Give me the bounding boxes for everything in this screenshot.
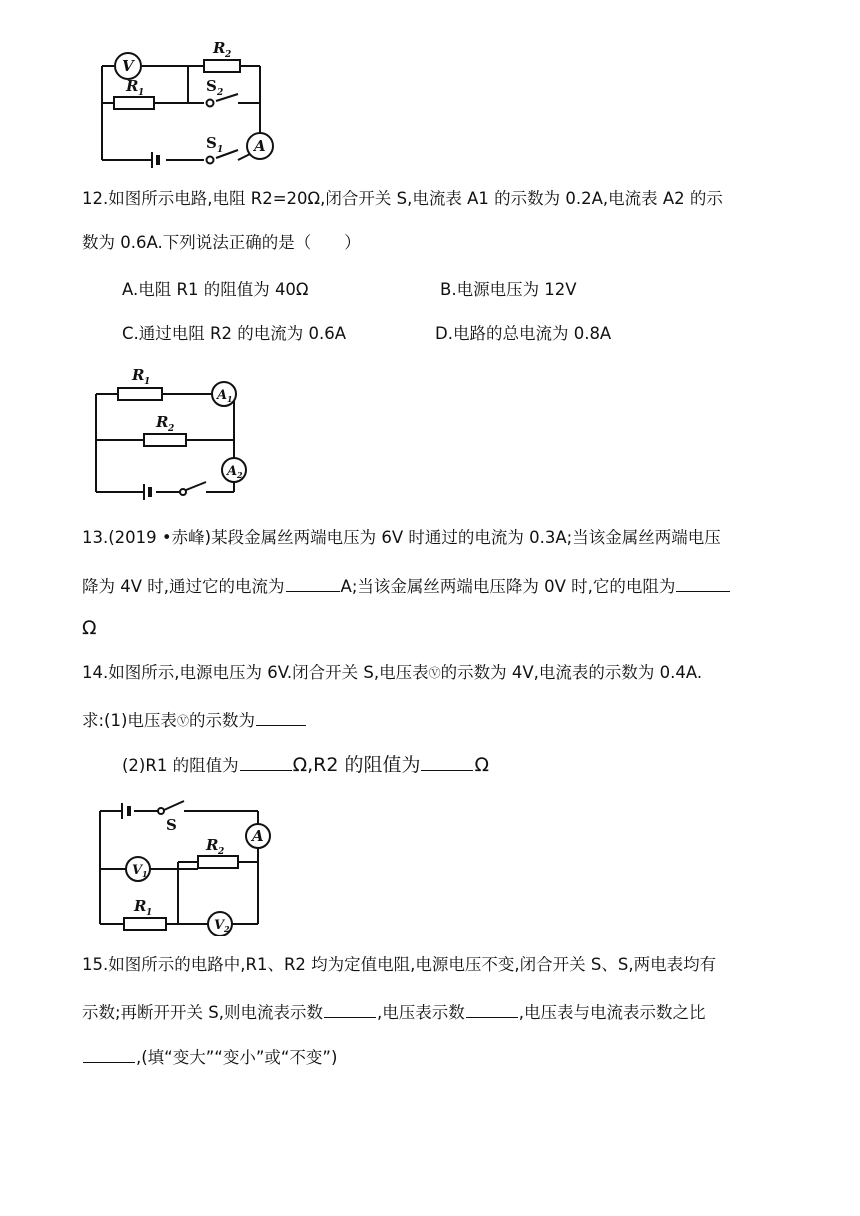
answer-blank[interactable] bbox=[324, 999, 376, 1018]
a1-label: A bbox=[217, 388, 228, 403]
s2-sub: 2 bbox=[217, 88, 224, 98]
q13-line2 bbox=[82, 573, 731, 599]
answer-blank[interactable] bbox=[676, 573, 730, 592]
r1-label: R bbox=[132, 366, 145, 384]
r2-label: R bbox=[213, 39, 226, 57]
q15-text-c: ,电压表与电流表示数之比 bbox=[518, 1003, 706, 1022]
r2-label: R bbox=[156, 413, 169, 431]
q12-line2: 数为 0.6A.下列说法正确的是（ ） bbox=[82, 233, 361, 252]
answer-blank[interactable] bbox=[421, 752, 473, 771]
r1-label: R bbox=[134, 897, 147, 915]
voltmeter-label: V bbox=[122, 57, 134, 75]
q15-line1: 15.如图所示的电路中,R1、R2 均为定值电阻,电源电压不变,闭合开关 S、S,两电表均有 bbox=[82, 955, 717, 974]
r2-sub: 2 bbox=[218, 847, 225, 857]
s1-label: S bbox=[206, 134, 217, 152]
q12-option-c: C.通过电阻 R2 的电流为 0.6A bbox=[122, 324, 346, 343]
r1-sub: 1 bbox=[138, 88, 145, 98]
voltmeter-v1-icon: Ⓥ bbox=[428, 666, 441, 680]
answer-blank[interactable] bbox=[256, 707, 306, 726]
s2-label: S bbox=[206, 77, 217, 95]
r1-sub: 1 bbox=[144, 377, 151, 387]
v2-sub: 2 bbox=[224, 924, 230, 934]
answer-blank[interactable] bbox=[83, 1044, 135, 1063]
q13-text-b: A;当该金属丝两端电压降为 0V 时,它的电阻为 bbox=[340, 577, 676, 596]
circuit-diagram-q12 bbox=[88, 362, 258, 502]
q14-text-f: Ω,R2 的阻值为 bbox=[292, 754, 421, 776]
r1-label: R bbox=[126, 77, 139, 95]
v1-sub: 1 bbox=[142, 869, 148, 879]
a2-label: A bbox=[227, 464, 238, 479]
q14-text-d: 的示数为 bbox=[188, 711, 255, 730]
s-label: S bbox=[166, 816, 177, 834]
q12-option-b: B.电源电压为 12V bbox=[440, 280, 577, 299]
q14-line2 bbox=[82, 707, 307, 733]
r2-label: R bbox=[206, 836, 219, 854]
circuit-diagram-q11 bbox=[92, 38, 292, 168]
answer-blank[interactable] bbox=[240, 752, 292, 771]
q12-line1: 12.如图所示电路,电阻 R2=20Ω,闭合开关 S,电流表 A1 的示数为 0.2A,电流表 A2 的示 bbox=[82, 189, 723, 208]
q12-option-d: D.电路的总电流为 0.8A bbox=[435, 324, 612, 343]
q13-text-a: 降为 4V 时,通过它的电流为 bbox=[82, 577, 285, 596]
q15-text-a: 示数;再断开开关 S,则电流表示数 bbox=[82, 1003, 324, 1022]
q13-line1: 13.(2019 •赤峰)某段金属丝两端电压为 6V 时通过的电流为 0.3A;当该金属丝两端电压 bbox=[82, 528, 721, 547]
circuit-diagram-q14 bbox=[92, 796, 282, 936]
r2-sub: 2 bbox=[225, 50, 232, 60]
q13-line3: Ω bbox=[82, 617, 97, 639]
r2-sub: 2 bbox=[168, 424, 175, 434]
answer-blank[interactable] bbox=[466, 999, 518, 1018]
answer-blank[interactable] bbox=[286, 573, 340, 592]
q14-text-e: (2)R1 的阻值为 bbox=[122, 756, 239, 775]
a1-sub: 1 bbox=[227, 394, 233, 404]
s1-sub: 1 bbox=[217, 145, 224, 155]
q15-line2 bbox=[82, 999, 706, 1025]
q12-option-a: A.电阻 R1 的阻值为 40Ω bbox=[122, 280, 309, 299]
q14-text-a: 14.如图所示,电源电压为 6V.闭合开关 S,电压表 bbox=[82, 663, 429, 682]
q15-text-b: ,电压表示数 bbox=[377, 1003, 465, 1022]
voltmeter-v2-icon: Ⓥ bbox=[176, 714, 189, 728]
a2-sub: 2 bbox=[237, 470, 243, 480]
ammeter-label: A bbox=[252, 827, 264, 845]
q14-line3 bbox=[122, 752, 489, 778]
q15-text-d: ,(填“变大”“变小”或“不变”) bbox=[136, 1048, 338, 1067]
q14-text-b: 的示数为 4V,电流表的示数为 0.4A. bbox=[440, 663, 703, 682]
q14-text-c: 求:(1)电压表 bbox=[82, 711, 177, 730]
q14-text-g: Ω bbox=[474, 754, 490, 776]
v1-label: V bbox=[132, 863, 143, 878]
v2-label: V bbox=[214, 918, 225, 933]
r1-sub: 1 bbox=[146, 908, 153, 918]
q14-line1 bbox=[82, 661, 702, 685]
ammeter-label: A bbox=[254, 137, 266, 155]
q15-line3 bbox=[82, 1044, 337, 1070]
